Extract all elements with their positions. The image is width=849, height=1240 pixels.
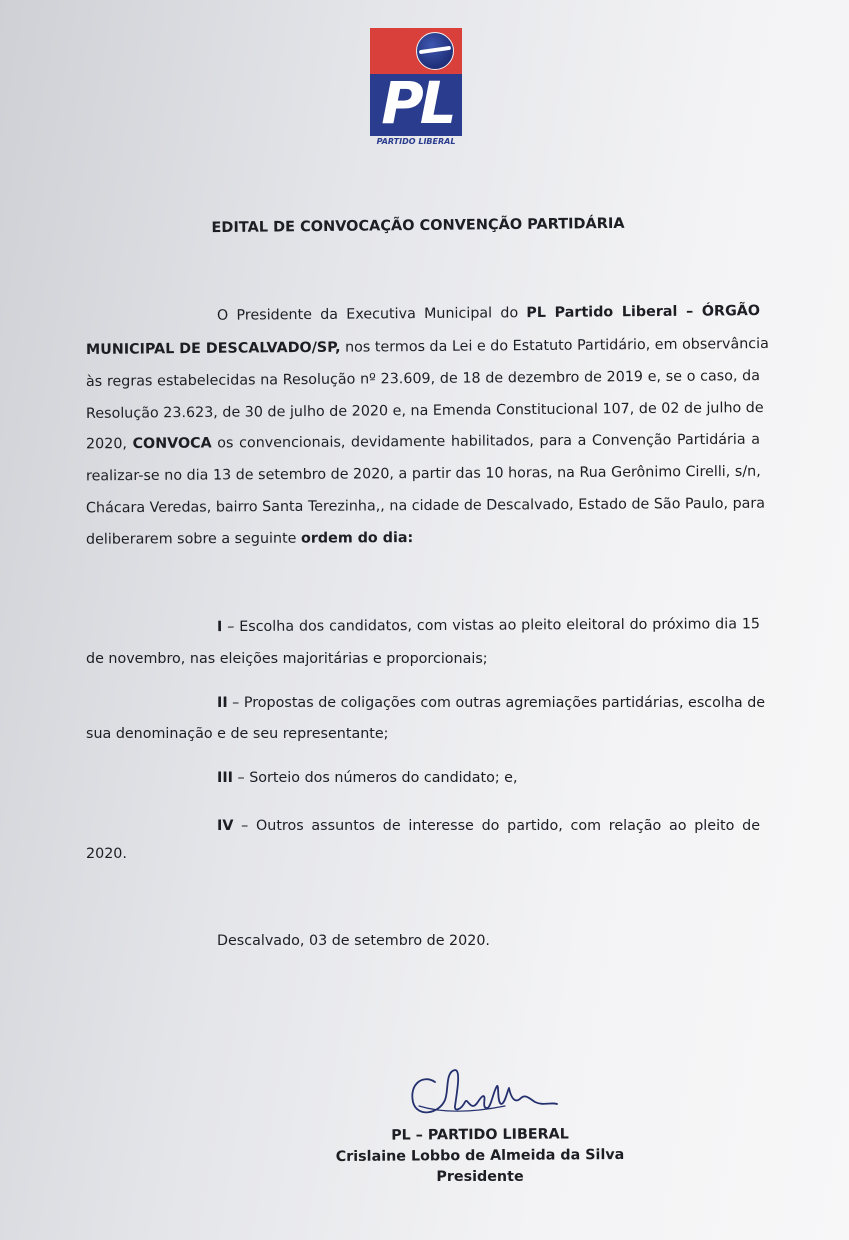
item-numeral: I [216, 619, 223, 636]
paragraph-line [86, 526, 760, 550]
bold-text: MUNICIPAL DE DESCALVADO/SP, [85, 339, 341, 358]
signature-name: Crislaine Lobbo de Almeida da Silva [335, 1146, 625, 1166]
paragraph-line: às regras estabelecidas na Resolução nº 23.609, de 18 de dezembro de 2019 e, se o caso, da [85, 368, 761, 390]
agenda-item-line [86, 768, 760, 788]
handwritten-signature [405, 1062, 565, 1126]
bold-text: ordem do dia: [300, 530, 414, 547]
agenda-item-line: sua denominação e de seu representante; [86, 726, 389, 742]
agenda-item-line [86, 614, 760, 638]
item-numeral: III [217, 770, 233, 786]
paragraph-line [85, 334, 769, 360]
text-span: – Escolha dos candidatos, com vistas ao pleito eleitoral do próximo dia 15 [222, 616, 761, 636]
agenda-item-line: 2020. [86, 846, 127, 862]
bold-text: PL Partido Liberal – ÓRGÃO [526, 303, 761, 322]
paragraph-line [86, 301, 760, 327]
text-span: 2020, [85, 436, 133, 453]
agenda-item-line [86, 693, 766, 713]
text-span: deliberarem sobre a seguinte [85, 530, 302, 548]
text-span: – Sorteio dos números do candidato; e, [232, 770, 518, 786]
signature-role: Presidente [436, 1169, 524, 1185]
text-span: nos termos da Lei e do Estatuto Partidário, em observância [340, 335, 769, 356]
document-title: EDITAL DE CONVOCAÇÃO CONVENÇÃO PARTIDÁRIA [211, 215, 625, 237]
globe-icon [416, 32, 454, 70]
agenda-item-line: de novembro, nas eleições majoritárias e proporcionais; [86, 651, 488, 667]
logo-letters: PL [381, 69, 453, 137]
signature-block [330, 1125, 630, 1188]
logo-caption: PARTIDO LIBERAL [376, 137, 456, 146]
item-numeral: II [217, 695, 228, 711]
paragraph-line [86, 430, 760, 455]
signature-party: PL – PARTIDO LIBERAL [391, 1126, 569, 1144]
item-numeral: IV [217, 818, 234, 834]
bold-text: CONVOCA [132, 435, 212, 453]
document-date: Descalvado, 03 de setembro de 2020. [217, 933, 490, 949]
paragraph-line: Resolução 23.623, de 30 de julho de 2020 e, na Emenda Constitucional 107, de 02 de julho de [85, 400, 764, 422]
text-span: – Propostas de coligações com outras agremiações partidárias, escolha de [227, 695, 766, 711]
agenda-item-line [86, 816, 760, 836]
paragraph-line: Chácara Veredas, bairro Santa Terezinha,, na cidade de Descalvado, Estado de São Paulo, para [85, 495, 766, 517]
text-span: os convencionais, devidamente habilitados, para a Convenção Partidária a [211, 431, 761, 452]
paragraph-line: realizar-se no dia 13 de setembro de 2020, a partir das 10 horas, na Rua Gerônimo Cirelli, s/n, [85, 463, 761, 485]
party-logo [370, 28, 462, 150]
text-span: O Presidente da Executiva Municipal do [216, 305, 527, 324]
text-span: – Outros assuntos de interesse do partido, com relação ao pleito de [233, 818, 760, 834]
